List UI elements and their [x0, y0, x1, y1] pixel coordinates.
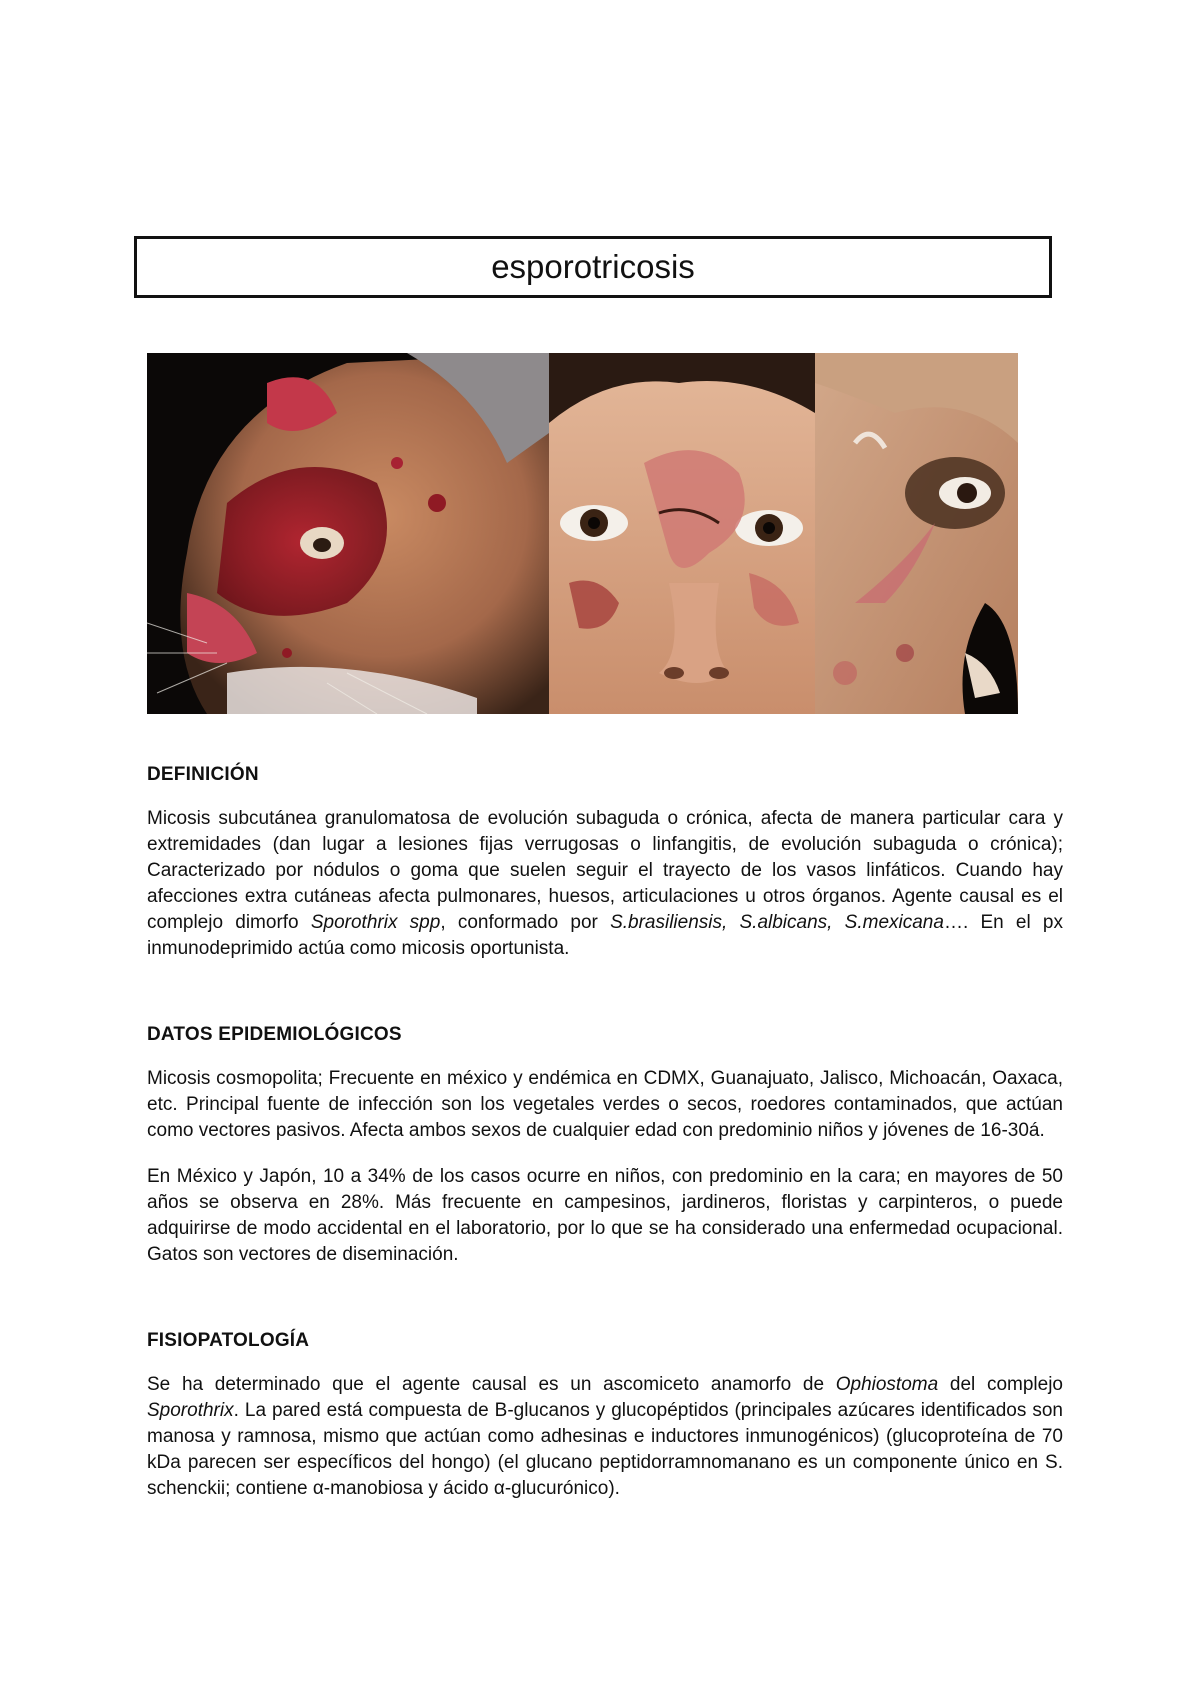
section-heading: FISIOPATOLOGÍA [147, 1330, 310, 1351]
cat-face-lesions-photo [147, 353, 549, 714]
section-paragraph: Micosis cosmopolita; Frecuente en méxico y endémica en CDMX, Guanajuato, Jalisco, Michoacán, Oaxaca, etc. Principal fuente de infección son los vegetales verdes o secos, roedores contaminados, que actúan como vectores pasivos. Afecta ambos sexos de cualquier edad con predominio niños y jóvenes de 16-30á. [147, 1068, 1063, 1141]
section-heading: DATOS EPIDEMIOLÓGICOS [147, 1024, 402, 1045]
cheek-lesions-photo [815, 353, 1018, 714]
section-paragraph: Se ha determinado que el agente causal es un ascomiceto anamorfo de Ophiostoma del complejo Sporothrix. La pared está compuesta de B-glucanos y glucopéptidos (principales azúcares identificados son manosa y ramnosa, mismo que actúan como adhesinas e inductores inmunogénicos) (glucoproteína de 70 kDa parecen ser específicos del hongo) (el glucano peptidorramnomanano es un componente único en S. schenckii; contiene α-manobiosa y ácido α-glucurónico). [147, 1374, 1063, 1499]
document-body [147, 764, 1063, 1502]
child-face-lesions-photo [549, 353, 815, 714]
title-box [134, 236, 1052, 298]
photo-strip [147, 353, 1018, 714]
page-title: esporotricosis [491, 248, 695, 285]
section-definicion [147, 764, 1063, 962]
section-paragraph: Micosis subcutánea granulomatosa de evolución subaguda o crónica, afecta de manera particular cara y extremidades (dan lugar a lesiones fijas verrugosas o linfangitis, de evolución subaguda o crónica); Caracterizado por nódulos o goma que suelen seguir el trayecto de los vasos linfáticos. Cuando hay afecciones extra cutáneas afecta pulmonares, huesos, articulaciones u otros órganos. Agente causal es el complejo dimorfo Sporothrix spp, conformado por S.brasiliensis, S.albicans, S.mexicana…. En el px inmunodeprimido actúa como micosis oportunista. [147, 808, 1063, 959]
section-fisiopatologia [147, 1330, 1063, 1502]
section-paragraph: En México y Japón, 10 a 34% de los casos ocurre en niños, con predominio en la cara; en mayores de 50 años se observa en 28%. Más frecuente en campesinos, jardineros, floristas y carpinteros, o puede adquirirse de modo accidental en el laboratorio, por lo que se ha considerado una enfermedad ocupacional. Gatos son vectores de diseminación. [147, 1166, 1063, 1265]
section-heading: DEFINICIÓN [147, 764, 259, 785]
section-epidemiologia [147, 1024, 1063, 1268]
